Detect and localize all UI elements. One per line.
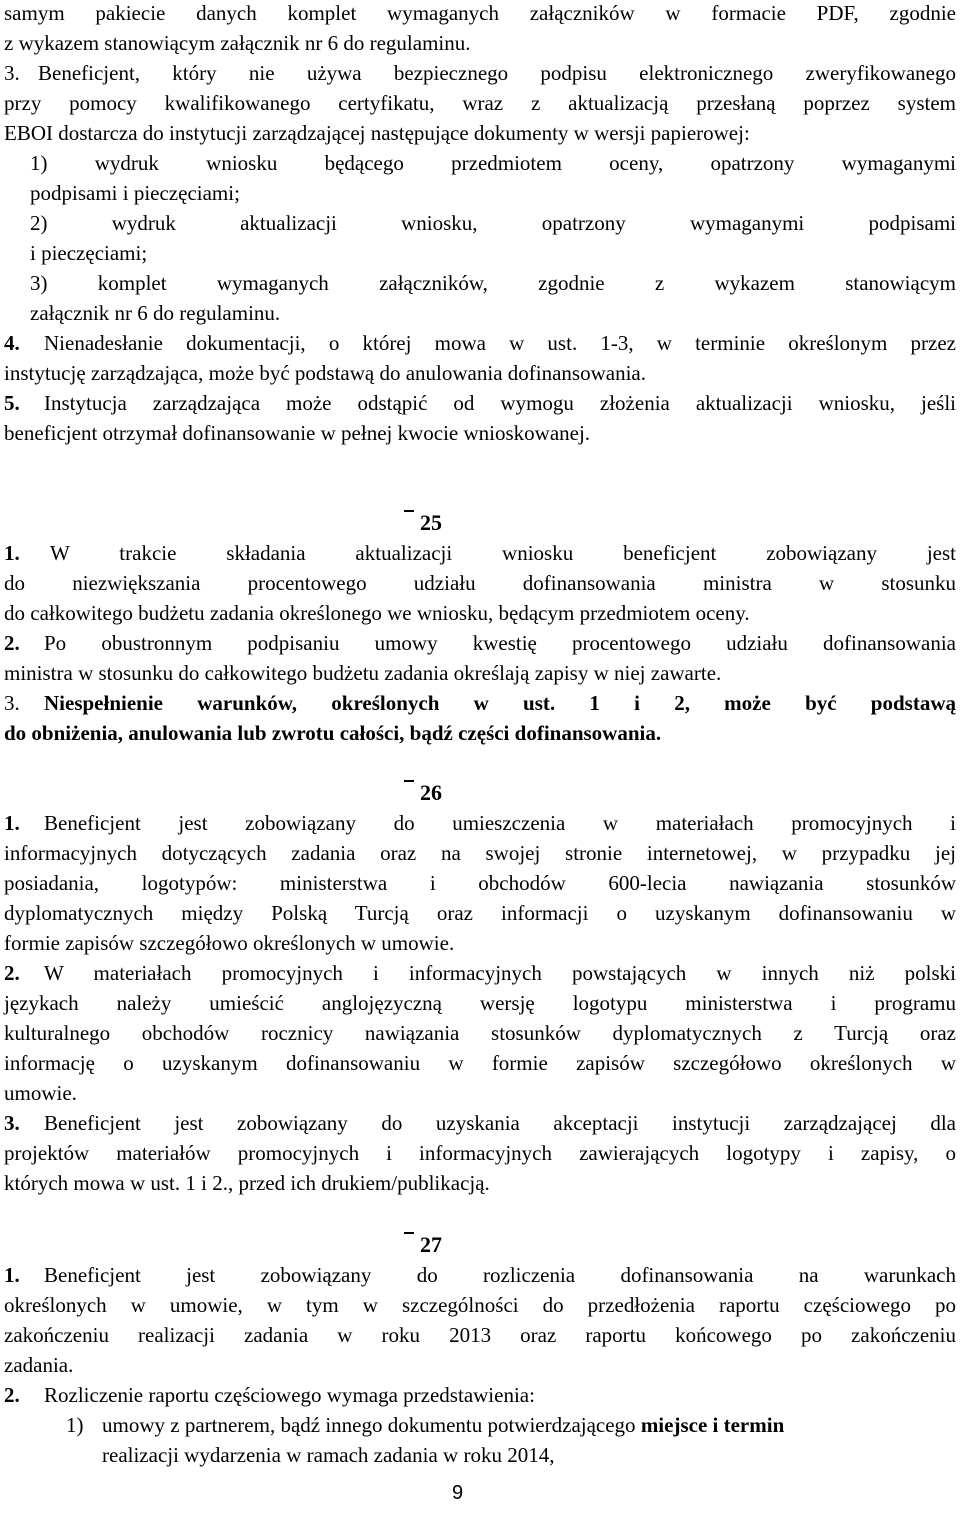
list-item-number: 1) [66,1413,84,1437]
text-line: do całkowitego budżetu zadania określonego we wniosku, będącym przedmiotem oceny. [4,601,750,625]
point-number: 3. [4,61,20,85]
text-line: kulturalnego obchodów rocznicy nawiązania stosunków dyplomatycznych z Turcją oraz [4,1021,956,1045]
list-item: 3) komplet wymaganych załączników, zgodnie z wykazem stanowiącym [30,271,956,295]
text-line: określonych w umowie, w tym w szczególności do przedłożenia raportu częściowego po [4,1293,956,1317]
text-line: EBOI dostarcza do instytucji zarządzającej następujące dokumenty w wersji papierowej: [4,121,750,145]
point-number: 3. [4,691,20,715]
section-heading: 27 [400,1230,442,1260]
point-number: 2. [4,1383,20,1407]
text-line: W trakcie składania aktualizacji wniosku beneficjent zobowiązany jest [50,541,956,565]
text-line: do obniżenia, anulowania lub zwrotu całości, bądź części dofinansowania. [4,721,662,745]
list-item-bold-text: miejsce i termin [640,1413,785,1437]
point-number: 5. [4,391,20,415]
list-item: 1) wydruk wniosku będącego przedmiotem oceny, opatrzony wymaganymi [30,151,956,175]
section-sign-icon [400,1230,420,1256]
text-line: Niespełnienie warunków, określonych w ust. 1 i 2, może być podstawą [44,691,956,715]
page-number: 9 [452,1482,464,1504]
list-item: realizacji wydarzenia w ramach zadania w roku 2014, [102,1443,555,1467]
text-line: Po obustronnym podpisaniu umowy kwestię procentowego udziału dofinansowania [44,631,956,655]
text-line: językach należy umieścić anglojęzyczną wersję logotypu ministerstwa i programu [4,991,956,1015]
text-line: Beneficjent jest zobowiązany do rozliczenia dofinansowania na warunkach [44,1263,956,1287]
text-line: do niezwiększania procentowego udziału dofinansowania ministra w stosunku [4,571,956,595]
list-item: i pieczęciami; [30,241,148,265]
point-number: 2. [4,631,20,655]
section-sign-icon [400,778,420,804]
list-item: podpisami i pieczęciami; [30,181,240,205]
text-line: informację o uzyskanym dofinansowaniu w formie zapisów szczegółowo określonych w [4,1051,956,1075]
text-line: instytucję zarządzająca, może być podstawą do anulowania dofinansowania. [4,361,646,385]
text-line: dyplomatycznych między Polską Turcją oraz informacji o uzyskanym dofinansowaniu w [4,901,956,925]
text-line: Rozliczenie raportu częściowego wymaga przedstawienia: [44,1383,535,1407]
text-line: W materiałach promocyjnych i informacyjnych powstających w innych niż polski [44,961,956,985]
list-item: 2) wydruk aktualizacji wniosku, opatrzony wymaganymi podpisami [30,211,956,235]
text-line: projektów materiałów promocyjnych i informacyjnych zawierających logotypy i zapisy, o [4,1141,956,1165]
text-line: informacyjnych dotyczących zadania oraz na swojej stronie internetowej, w przypadku jej [4,841,956,865]
text-line: beneficjent otrzymał dofinansowanie w pełnej kwocie wnioskowanej. [4,421,591,445]
section-sign-icon [400,508,420,534]
text-line: Beneficjent jest zobowiązany do umieszczenia w materiałach promocyjnych i [44,811,956,835]
text-line: umowie. [4,1081,77,1105]
point-number: 3. [4,1111,20,1135]
text-line: Beneficjent, który nie używa bezpiecznego podpisu elektronicznego zweryfikowanego [38,61,956,85]
text-line: Nienadesłanie dokumentacji, o której mowa w ust. 1-3, w terminie określonym przez [44,331,956,355]
section-heading: 25 [400,508,442,538]
text-line: zadania. [4,1353,74,1377]
point-number: 2. [4,961,20,985]
text-line: Beneficjent jest zobowiązany do uzyskania akceptacji instytucji zarządzającej dla [44,1111,956,1135]
list-item: załącznik nr 6 do regulaminu. [30,301,281,325]
point-number: 1. [4,811,20,835]
point-number: 4. [4,331,20,355]
text-line: których mowa w ust. 1 i 2., przed ich drukiem/publikacją. [4,1171,490,1195]
text-line: Instytucja zarządzająca może odstąpić od wymogu złożenia aktualizacji wniosku, jeśli [44,391,956,415]
list-item [102,1410,784,1440]
text-line: posiadania, logotypów: ministerstwa i obchodów 600-lecia nawiązania stosunków [4,871,956,895]
text-line: przy pomocy kwalifikowanego certyfikatu, wraz z aktualizacją przesłaną poprzez system [4,91,956,115]
list-item-text: umowy z partnerem, bądź innego dokumentu potwierdzającego [102,1413,641,1437]
point-number: 1. [4,541,20,565]
text-line: z wykazem stanowiącym załącznik nr 6 do regulaminu. [4,31,471,55]
text-line: ministra w stosunku do całkowitego budżetu zadania określają zapisy w niej zawarte. [4,661,722,685]
text-line: samym pakiecie danych komplet wymaganych załączników w formacie PDF, zgodnie [4,1,956,25]
point-number: 1. [4,1263,20,1287]
text-line: zakończeniu realizacji zadania w roku 2013 oraz raportu końcowego po zakończeniu [4,1323,956,1347]
text-line: formie zapisów szczegółowo określonych w umowie. [4,931,455,955]
section-heading: 26 [400,778,442,808]
